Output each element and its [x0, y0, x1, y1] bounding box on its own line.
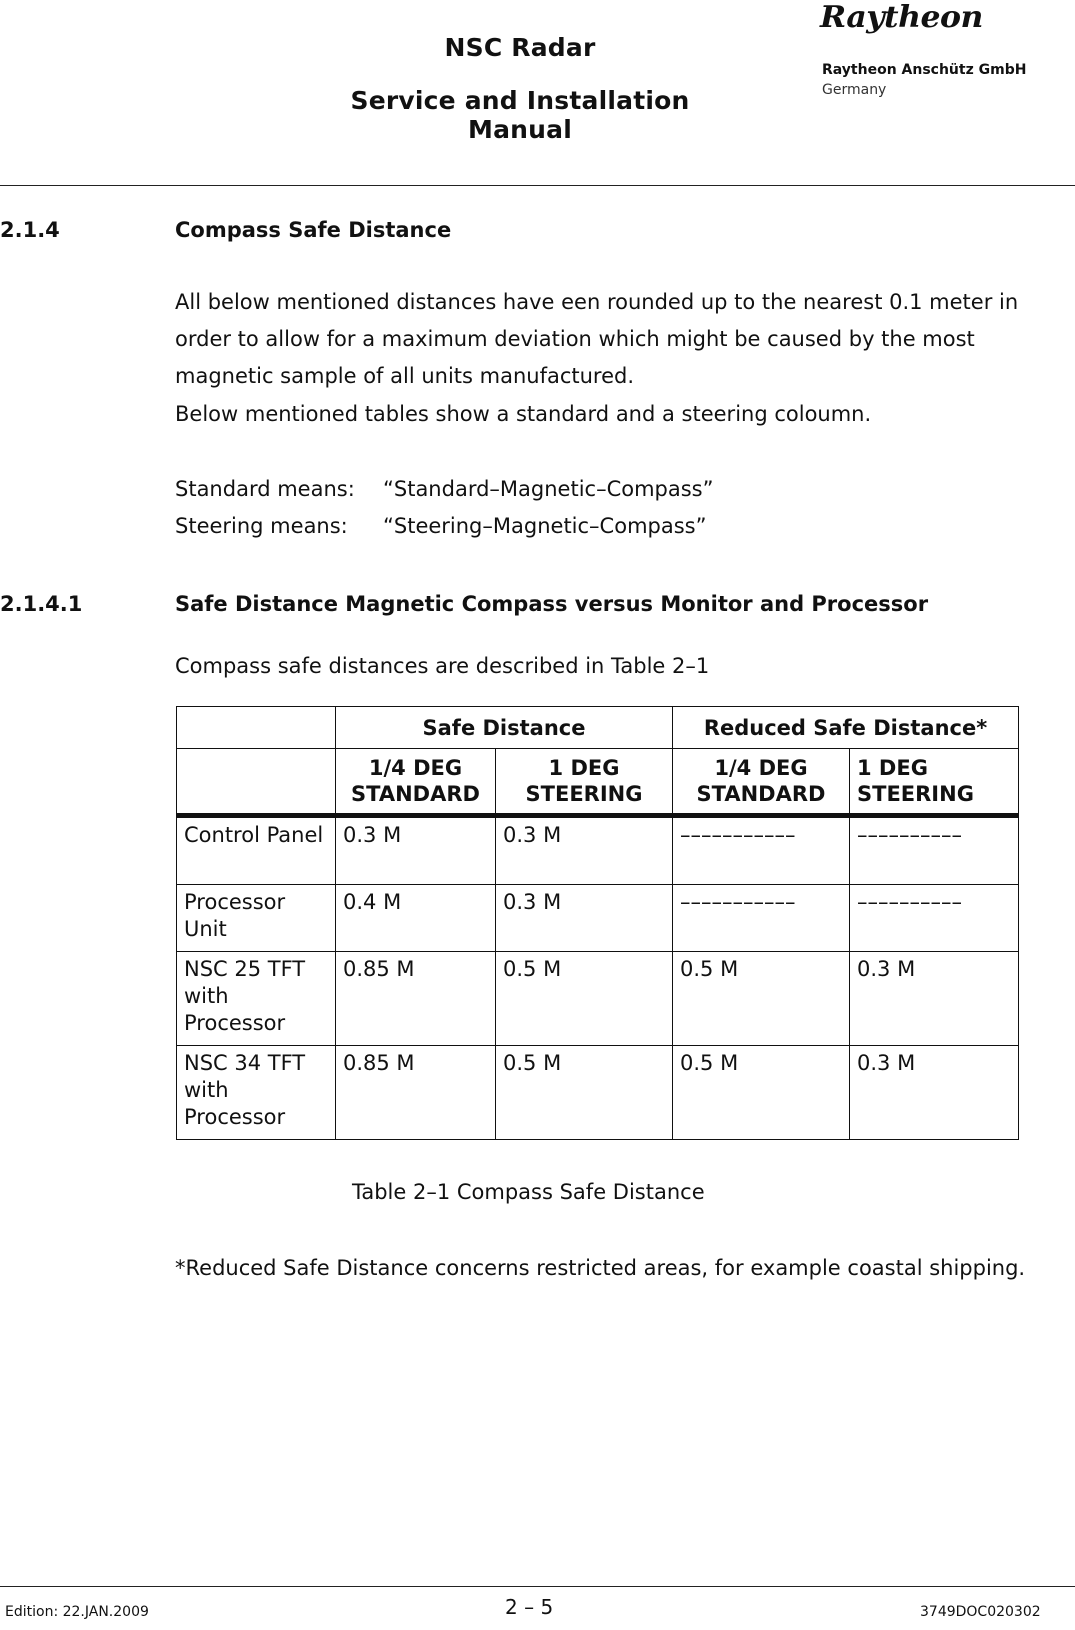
- table-footnote: *Reduced Safe Distance concerns restricted areas, for example coastal shipping.: [175, 1256, 1026, 1280]
- value-cell: 0.4 M: [336, 885, 496, 952]
- table-row: [177, 952, 1019, 1046]
- table-corner-cell: [177, 707, 336, 749]
- value-cell: 0.5 M: [673, 952, 850, 1046]
- section-title: Compass Safe Distance: [175, 218, 452, 242]
- standard-definition: [175, 477, 714, 501]
- value-cell: 0.3 M: [850, 952, 1019, 1046]
- subheader-cell: [850, 749, 1019, 816]
- value-cell: 0.5 M: [496, 1046, 673, 1140]
- compass-safe-distance-table: [176, 706, 1019, 1140]
- raytheon-logo: Raytheon: [820, 0, 983, 35]
- edition-date: Edition: 22.JAN.2009: [5, 1604, 149, 1620]
- section-number: 2.1.4: [0, 218, 60, 242]
- subheader-line2: STANDARD: [351, 782, 480, 806]
- subheader-line2: STANDARD: [696, 782, 826, 806]
- subheader-line2: STEERING: [857, 782, 974, 806]
- subsection-title: Safe Distance Magnetic Compass versus Monitor and Processor: [175, 592, 929, 616]
- value-cell: ––––––––––: [850, 816, 1019, 885]
- footer-divider: [0, 1586, 1075, 1587]
- manual-title-line2: Service and Installation Manual: [350, 86, 690, 144]
- subheader-line1: 1 DEG: [857, 756, 928, 780]
- subheader-line1: 1/4 DEG: [368, 756, 463, 780]
- company-country: Germany: [822, 82, 887, 98]
- device-cell: Processor Unit: [177, 885, 336, 952]
- table-row: [177, 885, 1019, 952]
- section-paragraph: All below mentioned distances have een rounded up to the nearest 0.1 meter in order to allow for a maximum deviation which might be caused by the most magnetic sample of all units manufactured.: [175, 290, 1019, 388]
- device-cell: NSC 25 TFT with Processor: [177, 952, 336, 1046]
- value-cell: 0.3 M: [496, 885, 673, 952]
- header-reduced-safe-distance: Reduced Safe Distance*: [673, 707, 1019, 749]
- table-group-header-row: [177, 707, 1019, 749]
- steering-definition: [175, 514, 706, 538]
- subheader-line2: STEERING: [525, 782, 643, 806]
- table-caption: Table 2–1 Compass Safe Distance: [352, 1180, 705, 1204]
- subheader-line1: 1/4 DEG: [714, 756, 808, 780]
- manual-title-line1: NSC Radar: [444, 33, 596, 62]
- standard-label: Standard means:: [175, 477, 355, 501]
- subheader-cell: [336, 749, 496, 816]
- subheader-line1: 1 DEG: [548, 756, 620, 780]
- device-cell: NSC 34 TFT with Processor: [177, 1046, 336, 1140]
- subheader-cell: [673, 749, 850, 816]
- header-divider: [0, 185, 1075, 186]
- document-number: 3749DOC020302: [920, 1604, 1041, 1620]
- table-row: [177, 1046, 1019, 1140]
- device-cell: Control Panel: [177, 816, 336, 885]
- header-safe-distance: Safe Distance: [336, 707, 673, 749]
- value-cell: 0.85 M: [336, 1046, 496, 1140]
- value-cell: –––––––––––: [673, 885, 850, 952]
- value-cell: 0.5 M: [673, 1046, 850, 1140]
- value-cell: 0.3 M: [496, 816, 673, 885]
- table-corner-cell-2: [177, 749, 336, 816]
- section-paragraph-2: Below mentioned tables show a standard and a steering coloumn.: [175, 402, 872, 426]
- value-cell: 0.5 M: [496, 952, 673, 1046]
- page-number: 2 – 5: [505, 1595, 554, 1619]
- table-sub-header-row: [177, 749, 1019, 816]
- standard-value: “Standard–Magnetic–Compass”: [383, 477, 714, 501]
- steering-value: “Steering–Magnetic–Compass”: [383, 514, 707, 538]
- value-cell: 0.3 M: [336, 816, 496, 885]
- value-cell: ––––––––––: [850, 885, 1019, 952]
- subheader-cell: [496, 749, 673, 816]
- value-cell: 0.85 M: [336, 952, 496, 1046]
- steering-label: Steering means:: [175, 514, 348, 538]
- company-name: Raytheon Anschütz GmbH: [822, 62, 1027, 78]
- table-row: [177, 816, 1019, 885]
- value-cell: 0.3 M: [850, 1046, 1019, 1140]
- value-cell: –––––––––––: [673, 816, 850, 885]
- subsection-intro: Compass safe distances are described in Table 2–1: [175, 654, 710, 678]
- subsection-number: 2.1.4.1: [0, 592, 83, 616]
